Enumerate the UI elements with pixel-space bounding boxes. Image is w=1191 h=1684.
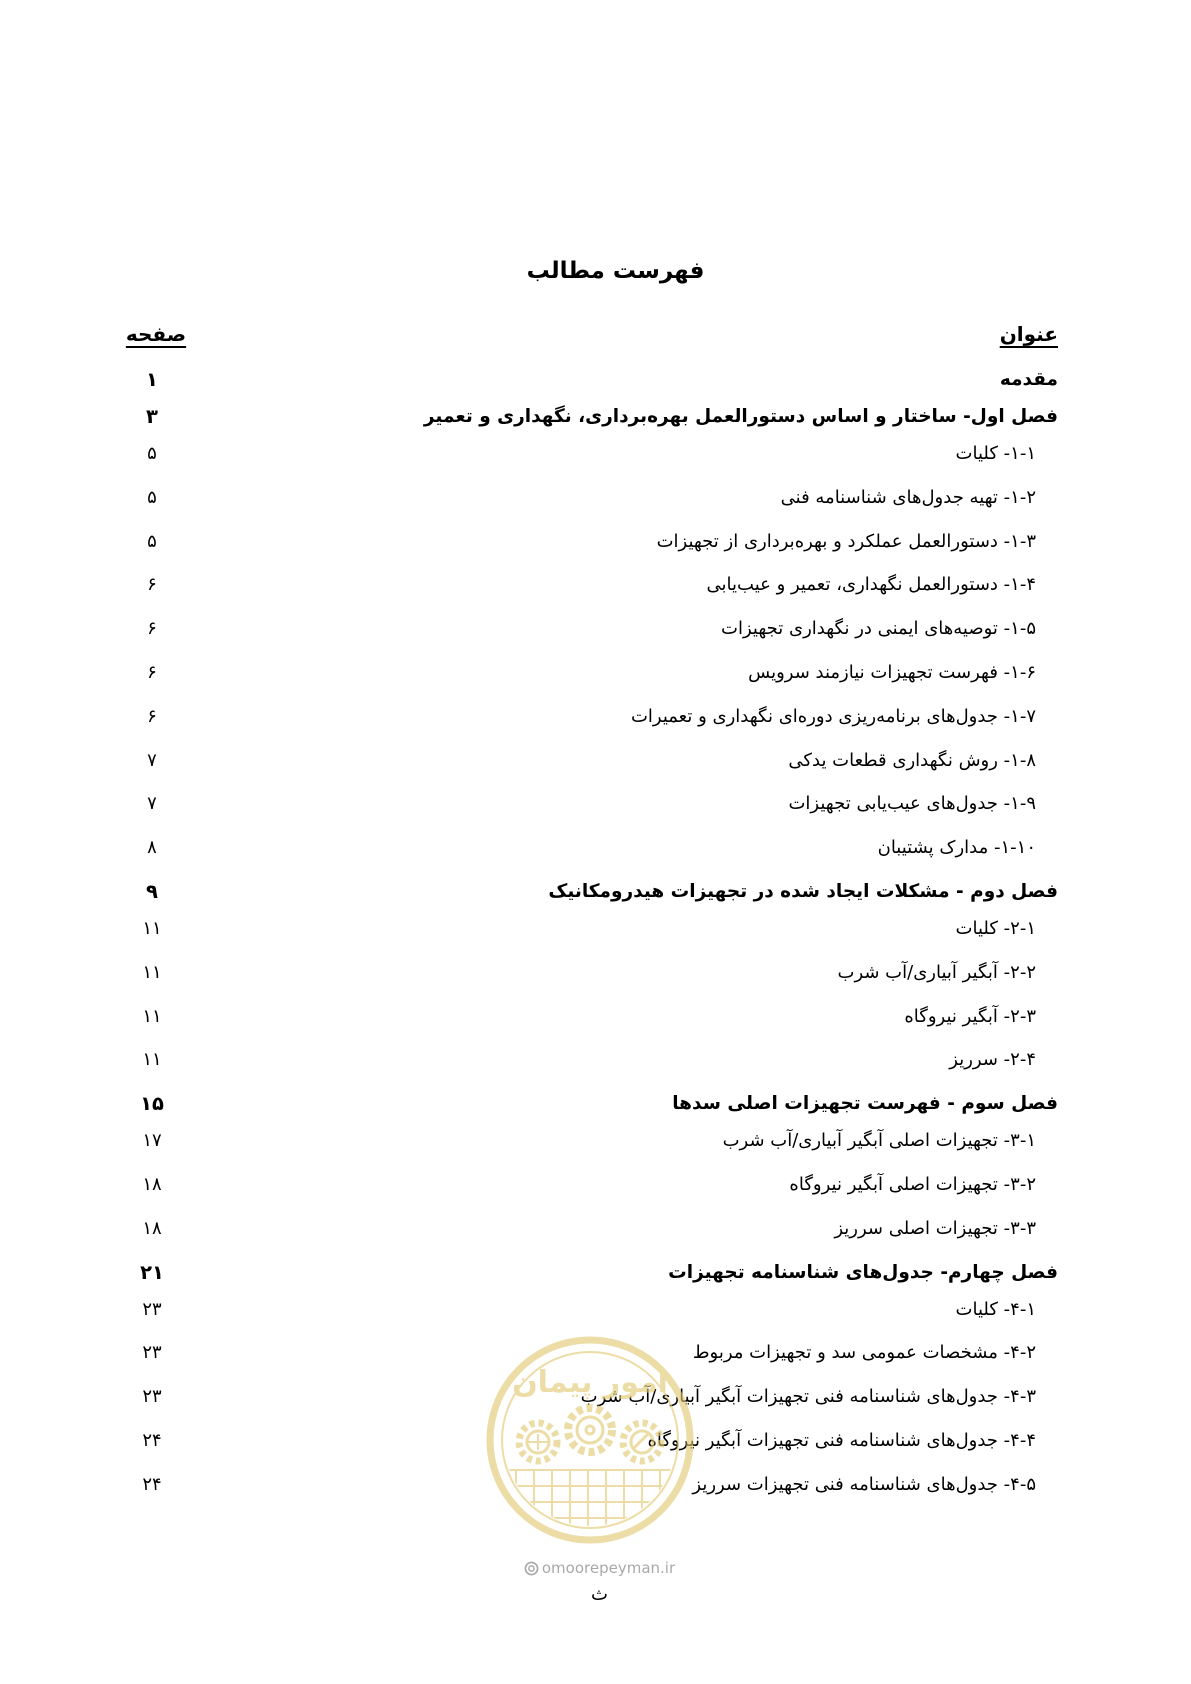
toc-chapter-row bbox=[124, 402, 1058, 432]
toc-entry-page-number: ۹ bbox=[146, 879, 158, 903]
toc-entry-title: ۴-۳- جدول‌های شناسنامه فنی تجهیزات آبگیر آبیاری/آب شرب bbox=[580, 1386, 1036, 1408]
toc-entry-page-number: ۱۱ bbox=[142, 917, 162, 939]
toc-header-page-cell bbox=[124, 319, 188, 349]
toc-entry-title: فصل اول- ساختار و اساس دستورالعمل بهره‌برداری، نگهداری و تعمیر bbox=[423, 406, 1058, 427]
toc-entry-title: ۱-۳- دستورالعمل عملکرد و بهره‌برداری از تجهیزات bbox=[656, 530, 1036, 552]
toc-section-row bbox=[124, 1045, 1058, 1075]
toc-chapter-row bbox=[124, 1089, 1058, 1119]
toc-entry-page-number: ۱۸ bbox=[142, 1217, 162, 1239]
toc-entry-title: ۳-۳- تجهیزات اصلی سرریز bbox=[834, 1217, 1036, 1239]
toc-section-row bbox=[124, 1214, 1058, 1244]
toc-chapter-row bbox=[124, 877, 1058, 907]
toc-entry-page-number: ۷ bbox=[147, 793, 157, 815]
toc-entry-title: ۴-۵- جدول‌های شناسنامه فنی تجهیزات سرریز bbox=[692, 1473, 1036, 1495]
toc-entry-page-number: ۱۵ bbox=[140, 1092, 164, 1116]
toc-entry-page-number: ۱۱ bbox=[142, 1005, 162, 1027]
toc-section-row bbox=[124, 833, 1058, 863]
toc-section-row bbox=[124, 789, 1058, 819]
toc-section-row bbox=[124, 1382, 1058, 1412]
at-sign-icon bbox=[524, 1561, 539, 1576]
toc-entry-title: ۱-۶- فهرست تجهیزات نیازمند سرویس bbox=[748, 661, 1036, 683]
toc-list bbox=[124, 365, 1058, 1514]
toc-entry-title: ۲-۳- آبگیر نیروگاه bbox=[904, 1005, 1036, 1027]
toc-entry-page-number: ۶ bbox=[147, 574, 157, 596]
toc-section-row bbox=[124, 958, 1058, 988]
toc-entry-title: ۲-۱- کلیات bbox=[955, 917, 1036, 939]
toc-chapter-row bbox=[124, 365, 1058, 395]
toc-section-row bbox=[124, 439, 1058, 469]
toc-section-row bbox=[124, 1126, 1058, 1156]
toc-header-title: عنوان bbox=[999, 322, 1058, 346]
toc-section-row bbox=[124, 1426, 1058, 1456]
page-title: فهرست مطالب bbox=[526, 258, 705, 284]
toc-section-row bbox=[124, 1002, 1058, 1032]
watermark-logo-text: امور پیمان bbox=[512, 1365, 668, 1400]
toc-entry-title: ۲-۲- آبگیر آبیاری/آب شرب bbox=[837, 961, 1036, 983]
toc-entry-title: ۳-۲- تجهیزات اصلی آبگیر نیروگاه bbox=[789, 1173, 1036, 1195]
toc-section-row bbox=[124, 1470, 1058, 1500]
toc-chapter-row bbox=[124, 1258, 1058, 1288]
toc-entry-page-number: ۶ bbox=[147, 705, 157, 727]
toc-header bbox=[124, 319, 1058, 349]
toc-entry-page-number: ۵ bbox=[147, 530, 157, 552]
page-number: ث bbox=[591, 1584, 608, 1605]
toc-entry-title: ۴-۴- جدول‌های شناسنامه فنی تجهیزات آبگیر نیروگاه bbox=[647, 1429, 1036, 1451]
toc-entry-page-number: ۱۱ bbox=[142, 1049, 162, 1071]
toc-entry-title: فصل چهارم- جدول‌های شناسنامه تجهیزات bbox=[668, 1261, 1058, 1283]
toc-section-row bbox=[124, 1170, 1058, 1200]
toc-entry-title: ۱-۸- روش نگهداری قطعات یدکی bbox=[788, 749, 1036, 771]
toc-entry-page-number: ۱ bbox=[146, 368, 158, 391]
toc-entry-title: ۲-۴- سرریز bbox=[949, 1049, 1036, 1071]
watermark-site bbox=[0, 1557, 1191, 1579]
toc-section-row bbox=[124, 614, 1058, 644]
toc-entry-page-number: ۱۱ bbox=[142, 961, 162, 983]
toc-entry-page-number: ۷ bbox=[147, 749, 157, 771]
toc-entry-title: ۱-۵- توصیه‌های ایمنی در نگهداری تجهیزات bbox=[721, 618, 1036, 640]
toc-entry-page-number: ۳ bbox=[146, 405, 158, 428]
toc-entry-title: مقدمه bbox=[999, 369, 1058, 390]
toc-entry-page-number: ۲۳ bbox=[142, 1342, 162, 1364]
toc-section-row bbox=[124, 483, 1058, 513]
toc-header-title-cell bbox=[188, 319, 1058, 349]
toc-entry-title: ۴-۱- کلیات bbox=[955, 1298, 1036, 1320]
toc-entry-page-number: ۱۷ bbox=[142, 1130, 162, 1152]
toc-entry-page-number: ۲۳ bbox=[142, 1386, 162, 1408]
toc-entry-page-number: ۲۳ bbox=[142, 1298, 162, 1320]
toc-entry-title: ۱-۱- کلیات bbox=[955, 443, 1036, 464]
toc-section-row bbox=[124, 527, 1058, 557]
toc-entry-title: ۱-۲- تهیه جدول‌های شناسنامه فنی bbox=[780, 486, 1036, 508]
toc-entry-title: ۱-۹- جدول‌های عیب‌یابی تجهیزات bbox=[788, 793, 1036, 815]
toc-entry-page-number: ۸ bbox=[147, 837, 157, 859]
toc-section-row bbox=[124, 702, 1058, 732]
toc-entry-title: ۱-۱۰- مدارک پشتیبان bbox=[877, 837, 1036, 859]
toc-entry-page-number: ۱۸ bbox=[142, 1173, 162, 1195]
toc-entry-page-number: ۲۴ bbox=[142, 1473, 162, 1495]
watermark-site-text: omoorepeyman.ir bbox=[541, 1559, 676, 1577]
toc-section-row bbox=[124, 914, 1058, 944]
toc-entry-page-number: ۲۴ bbox=[142, 1429, 162, 1451]
toc-entry-title: ۳-۱- تجهیزات اصلی آبگیر آبیاری/آب شرب bbox=[722, 1130, 1036, 1152]
toc-entry-title: ۱-۷- جدول‌های برنامه‌ریزی دوره‌ای نگهداری و تعمیرات bbox=[630, 705, 1036, 727]
toc-header-page: صفحه bbox=[125, 322, 187, 346]
toc-entry-page-number: ۵ bbox=[147, 486, 157, 508]
toc-entry-page-number: ۶ bbox=[147, 618, 157, 640]
toc-entry-title: ۱-۴- دستورالعمل نگهداری، تعمیر و عیب‌یابی bbox=[706, 574, 1036, 596]
toc-section-row bbox=[124, 1338, 1058, 1368]
toc-section-row bbox=[124, 1295, 1058, 1325]
toc-entry-page-number: ۶ bbox=[147, 661, 157, 683]
toc-entry-page-number: ۵ bbox=[147, 443, 157, 464]
toc-section-row bbox=[124, 570, 1058, 600]
toc-entry-title: ۴-۲- مشخصات عمومی سد و تجهیزات مربوط bbox=[692, 1342, 1036, 1364]
toc-entry-page-number: ۲۱ bbox=[140, 1260, 164, 1284]
toc-entry-title: فصل سوم - فهرست تجهیزات اصلی سدها bbox=[672, 1093, 1058, 1115]
toc-section-row bbox=[124, 746, 1058, 776]
toc-entry-title: فصل دوم - مشکلات ایجاد شده در تجهیزات هیدرومکانیک bbox=[548, 880, 1058, 902]
toc-section-row bbox=[124, 658, 1058, 688]
